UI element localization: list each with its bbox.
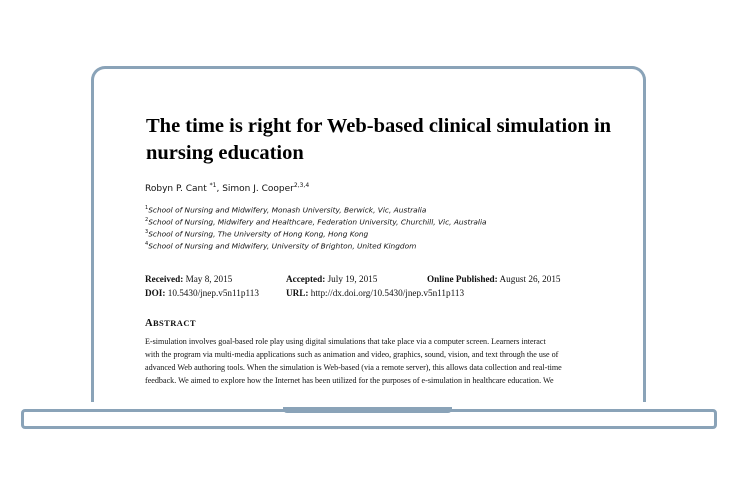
title-line-1: The time is right for Web-based clinical simulation in: [146, 115, 612, 137]
abstract-heading-rest: BSTRACT: [152, 318, 196, 328]
author-2-sup: 2,3,4: [293, 182, 310, 189]
url-label: URL:: [286, 288, 309, 298]
published-label: Online Published:: [427, 274, 498, 284]
url: [286, 288, 464, 298]
affiliation-2-text: School of Nursing, Midwifery and Healthcare, Federation University, Churchill, Vic, Australia: [148, 217, 487, 227]
affiliation-1-text: School of Nursing and Midwifery, Monash University, Berwick, Vic, Australia: [148, 205, 427, 215]
author-list: Robyn P. Cant $^{*1}$, Simon J. Cooper$^{2,3,4}$: [145, 182, 310, 194]
published-value: August 26, 2015: [499, 274, 561, 284]
affiliation-3-num: 3: [145, 229, 149, 235]
abstract-line-3: advanced Web authoring tools. When the simulation is Web-based (via a remote server), this allows data collection and real-time: [145, 363, 562, 372]
abstract-line-1: E-simulation involves goal-based role play using digital simulations that take place via a computer screen. Learners interact: [145, 337, 546, 346]
received-label: Received:: [145, 274, 184, 284]
url-value[interactable]: http://dx.doi.org/10.5430/jnep.v5n11p113: [310, 288, 465, 298]
paper-title: [146, 113, 626, 167]
affiliation-3: [145, 229, 368, 238]
author-2: Simon J. Cooper: [222, 184, 294, 194]
accepted-date: [286, 274, 377, 284]
affiliation-4-num: 4: [145, 241, 149, 247]
author-1-sup: *1: [209, 182, 217, 189]
affiliation-2-num: 2: [145, 217, 149, 223]
laptop-notch: [283, 407, 452, 413]
abstract-heading: [145, 318, 196, 329]
doi-label: DOI:: [145, 288, 166, 298]
received-value: May 8, 2015: [185, 274, 233, 284]
abstract-line-2: with the program via multi-media applications such as animation and video, graphics, sound, vision, and text through the use of: [145, 350, 559, 359]
affiliation-3-text: School of Nursing, The University of Hong Kong, Hong Kong: [148, 229, 369, 239]
affiliation-4: [145, 241, 416, 250]
affiliation-2: [145, 217, 487, 226]
laptop-screen: [91, 66, 646, 402]
document-page: [94, 69, 643, 402]
affiliation-1: [145, 205, 426, 214]
author-1: Robyn P. Cant: [145, 184, 207, 194]
published-date: [427, 274, 561, 284]
accepted-label: Accepted:: [286, 274, 326, 284]
affiliation-1-num: 1: [145, 205, 149, 211]
accepted-value: July 19, 2015: [327, 274, 378, 284]
abstract-line-4: feedback. We aimed to explore how the Internet has been utilized for the purposes of e-simulation in healthcare education. We: [145, 376, 554, 385]
doi-value: 10.5430/jnep.v5n11p113: [167, 288, 259, 298]
affiliation-4-text: School of Nursing and Midwifery, University of Brighton, United Kingdom: [148, 241, 417, 251]
doi: [145, 288, 259, 298]
abstract-heading-first: A: [145, 318, 153, 329]
received-date: [145, 274, 232, 284]
title-line-2: nursing education: [146, 142, 304, 164]
